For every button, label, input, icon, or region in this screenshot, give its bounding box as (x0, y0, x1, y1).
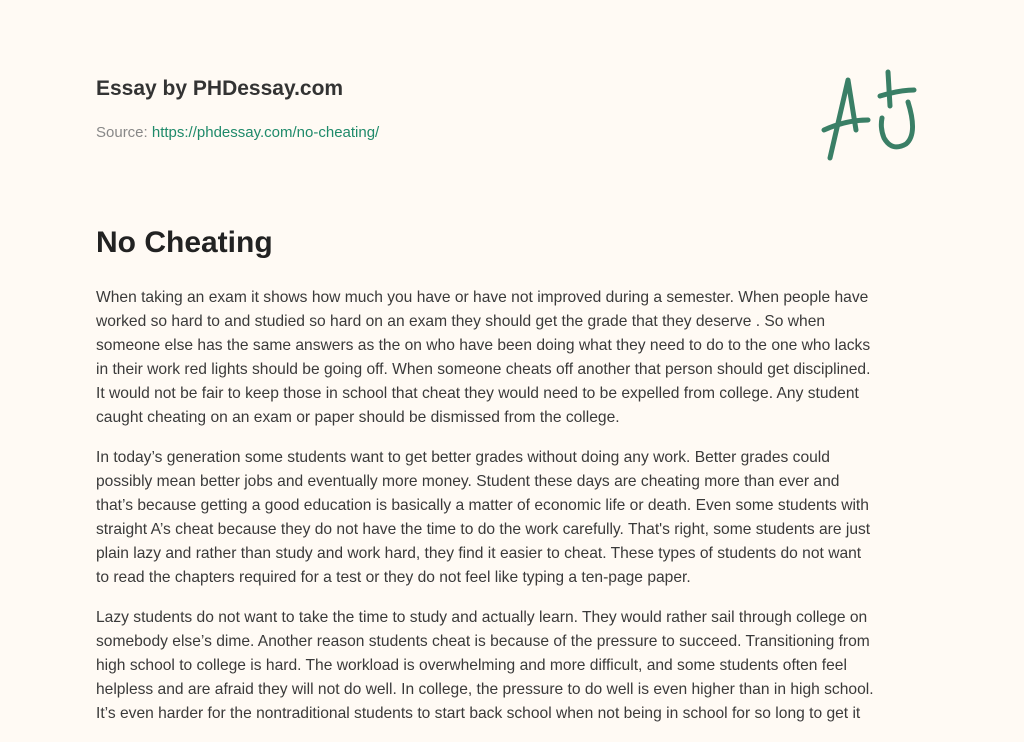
paragraph-line: to read the chapters required for a test or they do not feel like typing a ten-page paper. (96, 569, 691, 586)
paragraph-line: high school to college is hard. The workload is overwhelming and more difficult, and some students often feel (96, 657, 847, 674)
paragraph-line: plain lazy and rather than study and work hard, they find it easier to cheat. These types of students do not want (96, 545, 862, 562)
paragraph-line: that’s because getting a good education is basically a matter of economic life or death. Even some students with (96, 497, 869, 514)
source-link[interactable]: https://phdessay.com/no-cheating/ (151, 124, 380, 141)
paragraph-line: In today’s generation some students want to get better grades without doing any work. Better grades could (96, 449, 830, 466)
source-line (96, 124, 379, 141)
paragraph-line: in their work red lights should be going off. When someone cheats off another that person should get disciplined. (96, 361, 871, 378)
essay-paragraph (96, 606, 956, 726)
paragraph-line: possibly mean better jobs and eventually more money. Student these days are cheating more than ever and (96, 473, 840, 490)
essay-paragraph (96, 286, 956, 430)
essay-paragraph (96, 446, 956, 590)
paragraph-line: When taking an exam it shows how much you have or have not improved during a semester. When people have (96, 289, 869, 306)
paragraph-line: someone else has the same answers as the on who have been doing what they need to do to the one who lacks (96, 337, 871, 354)
source-label: Source: (96, 124, 148, 141)
site-title: Essay by PHDessay.com (96, 77, 344, 100)
paragraph-line: somebody else’s dime. Another reason students cheat is because of the pressure to succeed. Transitioning from (96, 633, 870, 650)
paragraph-line: helpless and are afraid they will not do well. In college, the pressure to do well is even higher than in high school. (96, 681, 874, 698)
paragraph-line: straight A’s cheat because they do not have the time to do the work carefully. That's right, some students are just (96, 521, 871, 538)
essay-body (96, 286, 956, 742)
paragraph-line: It would not be fair to keep those in school that cheat they would need to be expelled from college. Any student (96, 385, 859, 402)
a-plus-logo-icon (818, 68, 930, 168)
paragraph-line: worked so hard to and studied so hard on an exam they should get the grade that they deserve . So when (96, 313, 826, 330)
essay-title: No Cheating (96, 226, 273, 259)
paragraph-line: It’s even harder for the nontraditional students to start back school when not being in school for so long to get it (96, 705, 861, 722)
paragraph-line: caught cheating on an exam or paper should be dismissed from the college. (96, 409, 620, 426)
paragraph-line: Lazy students do not want to take the time to study and actually learn. They would rather sail through college on (96, 609, 868, 626)
